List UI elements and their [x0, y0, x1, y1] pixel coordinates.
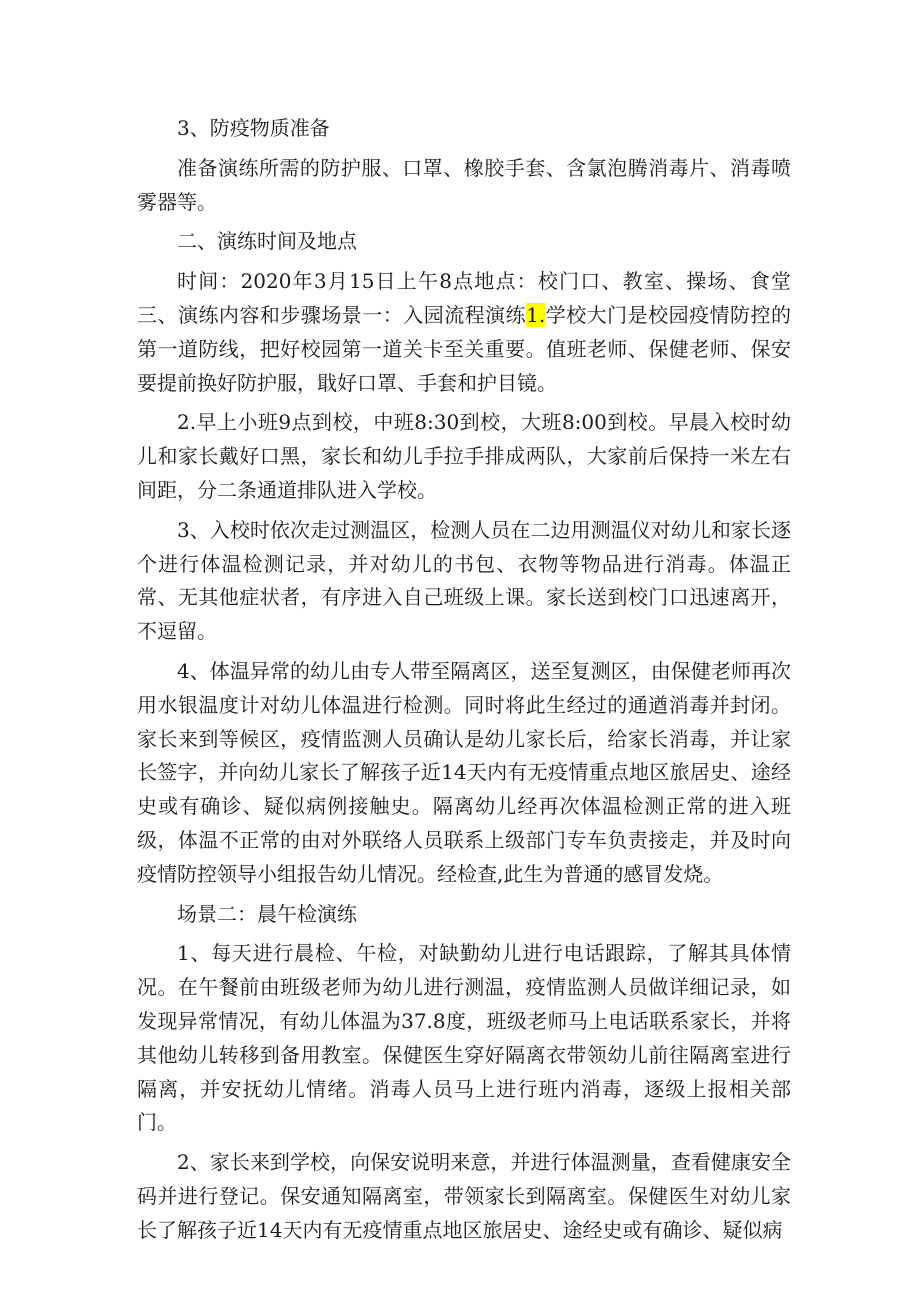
paragraph-time-place-continuation: 学校大门是校园疫情防控的第一道防线，把好校园第一道关卡至关重要。值班老师、保健老师、保安要提前换好防护服，戢好口罩、手套和护目镜。 [137, 302, 792, 395]
paragraph-section-heading-time-place: 二、演练时间及地点 [177, 229, 357, 254]
paragraph-abnormal-temperature: 4、体温异常的幼儿由专人带至隔离区，送至复测区，由保健老师再次用水银温度计对幼儿体温进行检测。同时将此生经过的通遒消毒并封闭。家长来到等候区，疫情监测人员确认是幼儿家长后，给家长消毒，并让家长签字，并向幼儿家长了解孩子近14天内有无疫情重点地区旅居史、途经史或有确诊、疑似病例接触史。隔离幼儿经再次体温检测正常的进入班级，体温不正常的由对外联络人员联系上级部门专车负责接走，并及时向疫情防控领导小组报告幼儿情况。经检查,此生为普通的感冒发烧。 [137, 658, 791, 886]
paragraph-scene-two-heading: 场景二：晨午检演练 [177, 901, 357, 926]
highlighted-number: 1. [526, 302, 546, 327]
paragraph-arrival-times: 2.早上小班9点到校，中班8:30到校，大班8:00到校。早晨入校时幼儿和家长戴好口黑，家长和幼儿手拉手排成两队，大家前后保持一米左右间距，分二条通道排队进入学校。 [137, 410, 791, 502]
paragraph-time-place [137, 265, 791, 400]
paragraph-temperature-check: 3、入校时依次走过测温区，检测人员在二边用测温仪对幼儿和家长逐个进行体温检测记录，并对幼儿的书包、衣物等物品进行消毒。体温正常、无其他症状者，有序进入自己班级上课。家长送到校门口迅速离开，不逗留。 [137, 517, 791, 644]
paragraph-section-heading-supplies: 3、防疫物质准备 [177, 116, 330, 140]
paragraph-morning-noon-check: 1、每天进行晨检、午检，对缺勤幼儿进行电话跟踪，了解其具体情况。在午餐前由班级老师为幼儿进行测温，疫情监测人员做详细记录，如发现异常情况，有幼儿体温为37.8度，班级老师马上电话联系家长，并将其他幼儿转移到备用教室。保健医生穿好隔离衣带领幼儿前往隔离室进行隔离，并安抚幼儿情绪。消毒人员马上进行班内消毒，逐级上报相关部门。 [137, 941, 791, 1135]
paragraph-supplies: 准备演练所需的防护服、口罩、橡胶手套、含氯泡腾消毒片、消毒喷雾器等。 [137, 155, 791, 214]
paragraph-parent-visit: 2、家长来到学校，向保安说明来意，并进行体温测量，查看健康安全码并进行登记。保安通知隔离室，带领家长到隔离室。保健医生对幼儿家长了解孩子近14天内有无疫情重点地区旅居史、途经史或有确诊、疑似病 [137, 1150, 791, 1242]
document-body [137, 112, 791, 1254]
paragraph-time-place-text: 时间：2020年3月15日上午8点地点：校门口、教室、操场、食堂三、演练内容和步骤场景一：入园流程演练 [137, 269, 791, 327]
